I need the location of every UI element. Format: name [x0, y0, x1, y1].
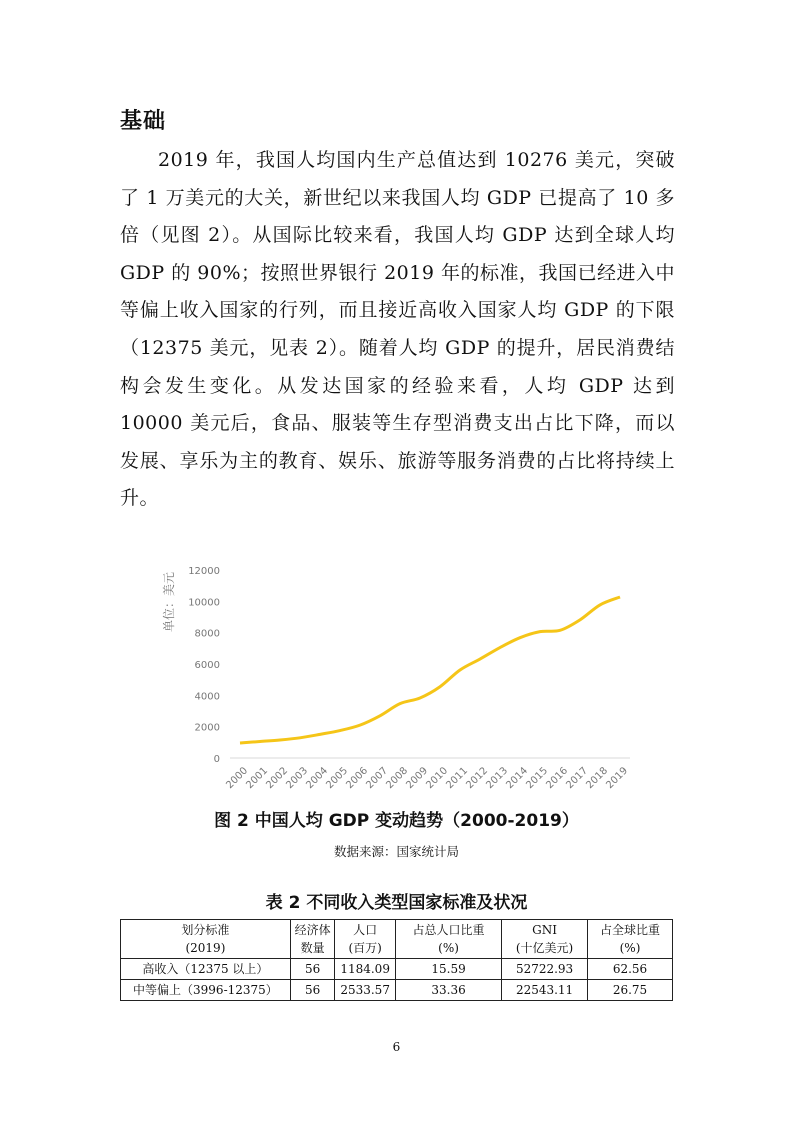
header-gni: GNI (十亿美元)	[502, 920, 588, 959]
table-title: 表 2 不同收入类型国家标准及状况	[265, 893, 528, 913]
y-tick-label: 12000	[188, 566, 220, 577]
table-cell: 15.59	[395, 959, 501, 980]
page-number: 6	[392, 1040, 401, 1054]
table-row	[121, 980, 673, 1001]
y-tick-label: 10000	[188, 597, 220, 609]
x-tick-label: 2006	[344, 765, 371, 792]
x-tick-label: 2003	[284, 765, 311, 792]
table-cell: 1184.09	[335, 959, 396, 980]
x-tick-label: 2000	[224, 765, 251, 792]
x-tick-label: 2005	[324, 765, 351, 792]
x-tick-label: 2014	[504, 765, 531, 792]
x-tick-label: 2013	[484, 765, 511, 792]
y-axis-label: 单位：美元	[162, 571, 176, 633]
x-tick-label: 2007	[364, 765, 391, 792]
x-tick-label: 2001	[244, 765, 271, 792]
x-tick-label: 2009	[404, 765, 431, 792]
y-tick-label: 4000	[194, 691, 220, 703]
table-cell: 22543.11	[502, 980, 588, 1001]
x-tick-label: 2004	[304, 765, 331, 792]
table-header-row	[121, 920, 673, 959]
header-global-share: 占全球比重 (%)	[588, 920, 673, 959]
figure-caption: 图 2 中国人均 GDP 变动趋势（2000-2019）	[214, 811, 579, 831]
table-cell: 56	[290, 980, 334, 1001]
x-tick-label: 2017	[564, 765, 591, 792]
header-economies: 经济体 数量	[290, 920, 334, 959]
x-tick-label: 2019	[604, 765, 631, 792]
table-cell: 52722.93	[502, 959, 588, 980]
x-tick-label: 2018	[584, 765, 611, 792]
x-tick-label: 2015	[524, 765, 551, 792]
x-tick-label: 2012	[464, 765, 491, 792]
y-tick-label: 2000	[194, 722, 220, 734]
header-criteria: 划分标准 (2019)	[121, 920, 291, 959]
y-tick-label: 8000	[194, 628, 220, 640]
chart-svg	[155, 558, 645, 798]
body-paragraph: 2019 年，我国人均国内生产总值达到 10276 美元，突破了 1 万美元的大关，新世纪以来我国人均 GDP 已提高了 10 多倍（见图 2）。从国际比较来看，我国人均 GDP 达到全球人均 GDP 的 90%；按照世界银行 2019 年的标准，我国已经进入中等偏上收入国家的行列，而且接近高收入国家人均 GDP 的下限（12375 美元，见表 2）。随着人均 GDP 的提升，居民消费结构会发生变化。从发达国家的经验来看，人均 GDP 达到 10000 美元后，食品、服装等生存型消费支出占比下降，而以发展、享乐为主的教育、娱乐、旅游等服务消费的占比将持续上升。	[120, 149, 675, 510]
header-population: 人口 (百万)	[335, 920, 396, 959]
table-cell: 33.36	[395, 980, 501, 1001]
table-cell: 62.56	[588, 959, 673, 980]
table-cell: 2533.57	[335, 980, 396, 1001]
income-type-table	[120, 919, 673, 1001]
table-cell: 中等偏上（3996-12375）	[121, 980, 291, 1001]
x-tick-label: 2016	[544, 765, 571, 792]
header-population-share: 占总人口比重 (%)	[395, 920, 501, 959]
table-cell: 高收入（12375 以上）	[121, 959, 291, 980]
table-cell: 26.75	[588, 980, 673, 1001]
x-tick-label: 2011	[444, 765, 471, 792]
section-title: 基础	[120, 109, 167, 134]
figure-source: 数据来源：国家统计局	[333, 844, 459, 859]
y-tick-label: 6000	[194, 660, 220, 671]
y-tick-label: 0	[213, 754, 220, 765]
table-cell: 56	[290, 959, 334, 980]
x-tick-label: 2008	[384, 765, 411, 792]
x-tick-label: 2010	[424, 765, 451, 792]
series-line	[240, 597, 620, 743]
table-row	[121, 959, 673, 980]
gdp-line-chart	[155, 558, 645, 798]
x-tick-label: 2002	[264, 765, 291, 792]
